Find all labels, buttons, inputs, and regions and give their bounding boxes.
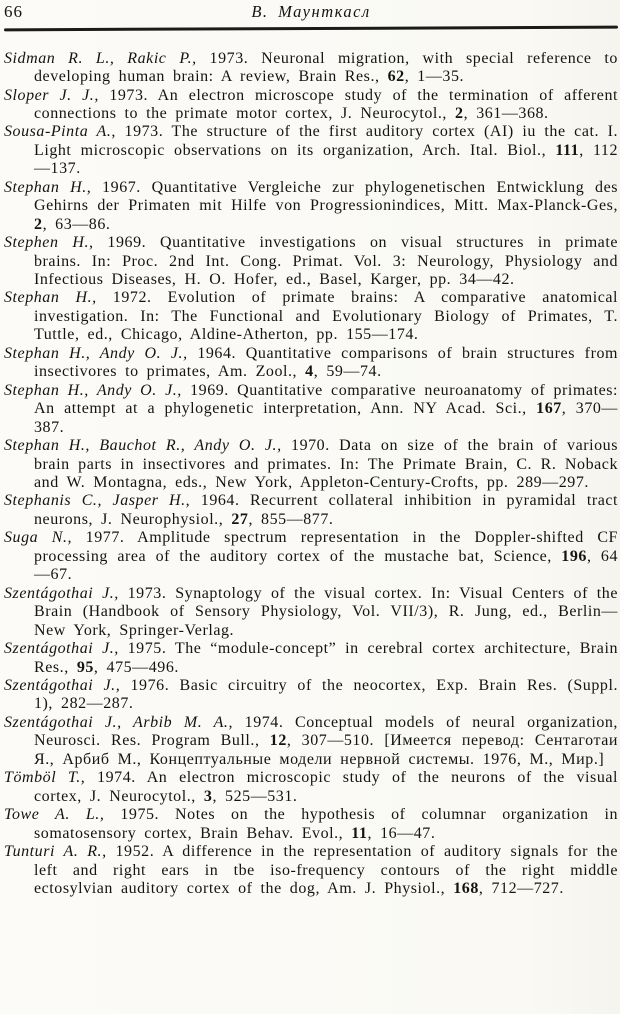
- entry-authors: Stephan H., Bauchot R., Andy O. J.,: [4, 437, 282, 455]
- entry-volume: 196: [561, 547, 587, 565]
- entry-text: , 112—137.: [34, 141, 618, 178]
- entry-volume: 2: [34, 215, 43, 233]
- bibliography-entry: [4, 50, 618, 87]
- entry-text: , 307—510. [Имеется перевод: Сентаготаи Я., Арбиб М., Концептуальные модели нервной системы. 1976, М., Мир.]: [34, 732, 618, 768]
- entry-text: 1977. Amplitude spectrum representation in the Doppler-shifted CF processing area of the auditory cortex of the mustache bat, Science,: [34, 529, 618, 565]
- entry-text: , 1—35.: [404, 68, 465, 86]
- bibliography-entry: [4, 437, 618, 492]
- entry-authors: Tunturi A. R.,: [4, 843, 107, 861]
- entry-volume: 95: [76, 658, 94, 676]
- entry-text: 1969. Quantitative comparative neuroanatomy of primates: An attempt at a phylogenetic interpretation, Ann. NY Acad. Sci.,: [34, 381, 618, 418]
- bibliography: [4, 50, 618, 899]
- bibliography-entry: [4, 87, 618, 124]
- entry-text: 1974. An electron microscopic study of the neurons of the visual cortex, J. Neurocytol.,: [34, 769, 619, 805]
- page-number: 66: [4, 2, 23, 21]
- bibliography-entry: [4, 529, 618, 584]
- bibliography-entry: [4, 289, 618, 344]
- entry-volume: 12: [269, 732, 287, 750]
- bibliography-entry: [4, 677, 618, 714]
- bibliography-entry: [4, 234, 618, 289]
- entry-authors: Stephan H., Andy O. J.,: [4, 344, 188, 362]
- bibliography-entry: [4, 843, 618, 898]
- page-header: [4, 2, 618, 24]
- entry-text: 1975. The “module-concept” in cerebral cortex architecture, Brain Res.,: [34, 640, 618, 676]
- entry-authors: Szentágothai J., Arbib M. A.,: [4, 713, 234, 731]
- bibliography-entry: [4, 179, 618, 234]
- entry-authors: Stephan H., Andy O. J.,: [4, 381, 182, 399]
- entry-text: 1975. Notes on the hypothesis of columnar organization in somatosensory cortex, Brain Behav. Evol.,: [34, 806, 618, 842]
- entry-text: , 525—531.: [212, 787, 298, 805]
- entry-text: 1973. Neuronal migration, with special reference to developing human brain: A review, Brain Res.,: [34, 49, 618, 86]
- entry-text: 1952. A difference in the representation of auditory signals for the left and right ears in tbe iso-frequency contours of the right middle ectosylvian auditory cortex of the dog, Am. J. Physiol.,: [34, 843, 619, 897]
- entry-text: , 59—74.: [313, 363, 382, 381]
- entry-volume: 27: [231, 510, 249, 528]
- entry-volume: 168: [453, 879, 479, 897]
- bibliography-entry: [4, 714, 618, 769]
- entry-volume: 2: [455, 104, 464, 122]
- entry-volume: 3: [203, 787, 213, 805]
- entry-text: 1969. Quantitative investigations on visual structures in primate brains. In: Proc. 2nd Int. Cong. Primat. Vol. 3: Neurology, Physiology and Infectious Diseases, H. O. Hofer, ed., Basel, Karger, pp. 34—42.: [34, 234, 618, 289]
- entry-volume: 4: [305, 363, 314, 381]
- entry-text: 1970. Data on size of the brain of various brain parts in insectivores and primates. In: The Primate Brain, C. R. Noback and W. Montagna, eds., New York, Appleton-Century-Crofts, pp. 289—297.: [34, 437, 618, 492]
- entry-volume: 167: [536, 400, 562, 418]
- entry-authors: Szentágothai J.,: [4, 584, 119, 602]
- bibliography-entry: [4, 585, 618, 640]
- entry-text: , 64—67.: [34, 547, 619, 584]
- entry-volume: 62: [387, 68, 405, 86]
- entry-text: , 361—368.: [463, 104, 549, 122]
- bibliography-entry: [4, 123, 618, 178]
- entry-text: 1973. Synaptology of the visual cortex. In: Visual Centers of the Brain (Handbook of Sensory Physiology, Vol. VII/3), R. Jung, ed., Berlin—New York, Springer-Verlag.: [34, 584, 618, 639]
- entry-text: , 475—496.: [93, 658, 179, 676]
- entry-text: 1973. The structure of the first auditory cortex (AI) iu the cat. I. Light microscopic observations on its organization, Arch. Ital. Biol.,: [34, 123, 619, 159]
- entry-authors: Sloper J. J.,: [4, 86, 99, 104]
- bibliography-entry: [4, 382, 618, 437]
- running-title: В. Маунткасл: [251, 2, 371, 21]
- bibliography-entry: [4, 806, 618, 843]
- entry-text: 1967. Quantitative Vergleiche zur phylogenetischen Entwicklung des Gehirns der Primaten mit Hilfe von Progressionindices, Mitt. Max-Planck-Ges,: [34, 178, 618, 215]
- entry-authors: Towe A. L.,: [4, 806, 105, 824]
- entry-text: 1964. Quantitative comparisons of brain structures from insectivores to primates, Am. Zool.,: [34, 344, 618, 381]
- entry-authors: Stephan H.,: [4, 178, 92, 196]
- entry-authors: Sousa-Pinta A.,: [4, 123, 116, 141]
- header-rule: [4, 26, 618, 31]
- entry-authors: Sidman R. L., Rakic P.,: [4, 49, 197, 67]
- entry-text: 1974. Conceptual models of neural organization, Neurosci. Res. Program Bull.,: [34, 713, 618, 750]
- bibliography-entry: [4, 492, 618, 529]
- entry-volume: 111: [555, 141, 580, 159]
- entry-authors: Stephanis C., Jasper H.,: [4, 492, 191, 510]
- bibliography-entry: [4, 345, 618, 382]
- entry-authors: Stephan H.,: [4, 289, 97, 307]
- entry-authors: Szentágothai J.,: [4, 677, 121, 694]
- entry-text: , 712—727.: [478, 879, 564, 897]
- entry-text: 1973. An electron microscope study of the termination of afferent connections to the primate motor cortex, J. Neurocytol.,: [34, 86, 618, 122]
- entry-authors: Tömböl T.,: [4, 769, 86, 787]
- bibliography-entry: [4, 640, 618, 677]
- entry-text: 1976. Basic circuitry of the neocortex, Exp. Brain Res. (Suppl. 1), 282—287.: [34, 677, 618, 713]
- bibliography-entry: [4, 769, 618, 806]
- entry-authors: Suga N.,: [4, 529, 73, 547]
- entry-text: , 370—387.: [34, 400, 618, 436]
- entry-text: 1964. Recurrent collateral inhibition in pyramidal tract neurons, J. Neurophysiol.,: [34, 492, 619, 528]
- entry-volume: 11: [351, 824, 368, 842]
- entry-text: , 63—86.: [42, 215, 111, 233]
- entry-authors: Szentágothai J.,: [4, 640, 119, 658]
- entry-authors: Stephen H.,: [4, 234, 94, 252]
- entry-text: , 855—877.: [248, 510, 334, 528]
- entry-text: 1972. Evolution of primate brains: A comparative anatomical investigation. In: The Functional and Evolutionary Biology of Primates, T. Tuttle, ed., Chicago, Aldine-Atherton, pp. 155—174.: [34, 289, 618, 344]
- entry-text: , 16—47.: [367, 824, 436, 842]
